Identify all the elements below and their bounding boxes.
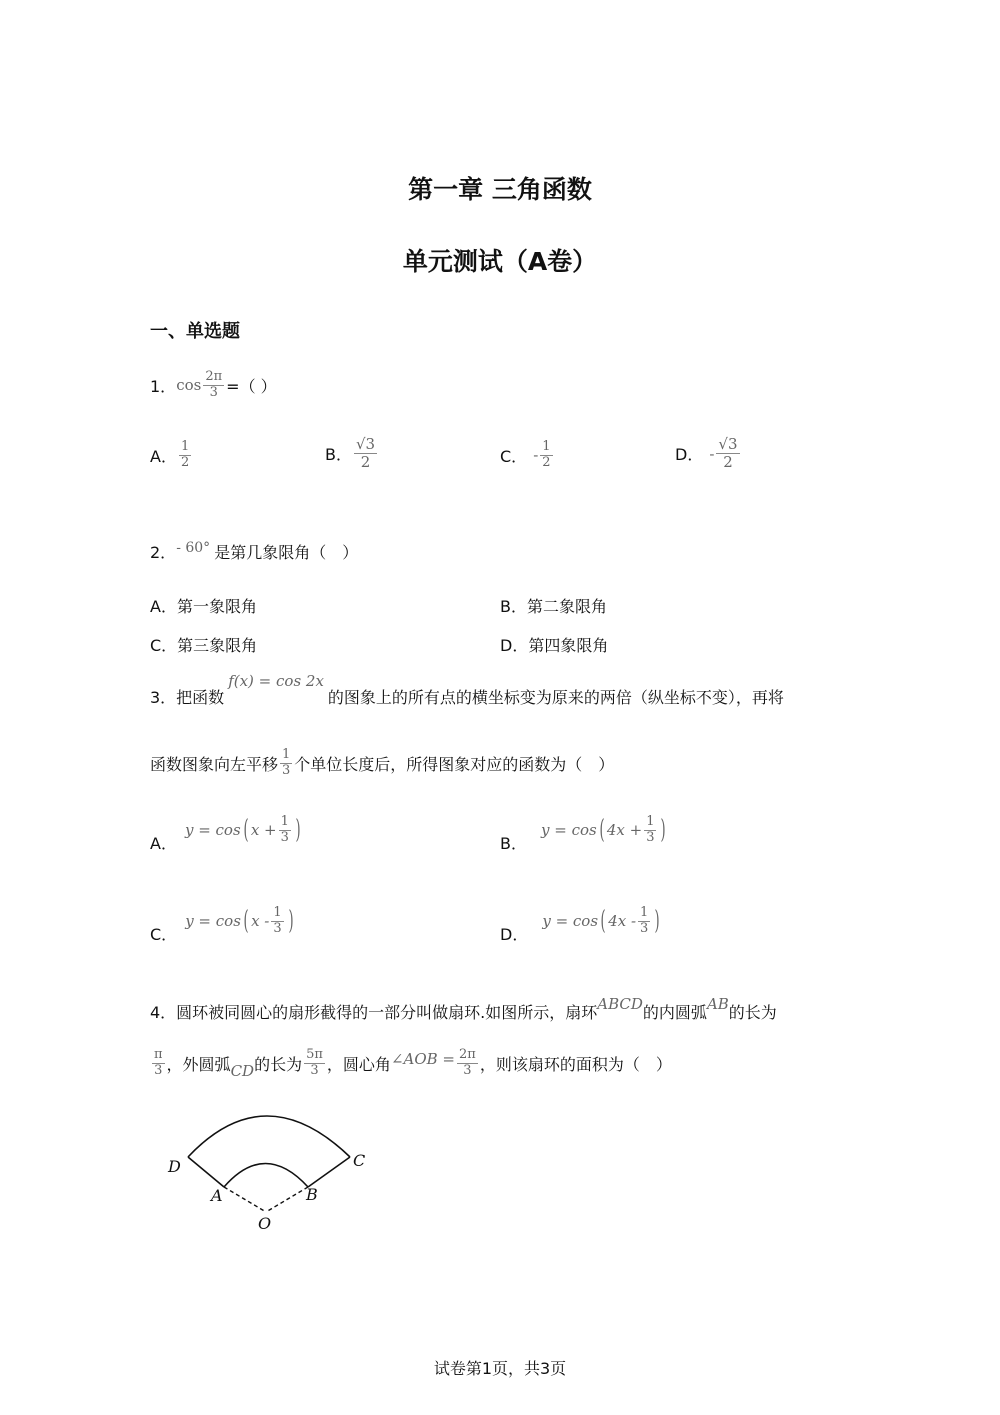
fraction-numerator: √3 <box>718 435 738 453</box>
math-fraction <box>716 436 739 472</box>
question-text: 是第几象限角（ ） <box>214 543 359 562</box>
question-text: 的图象上的所有点的横坐标变为原来的两倍（纵坐标不变），再将 <box>327 688 784 707</box>
math-inner: x - <box>251 912 270 931</box>
fraction-numerator: 1 <box>542 439 551 454</box>
math-fraction <box>457 1048 478 1079</box>
page-title: 第一章 三角函数 <box>408 175 592 204</box>
fraction-denominator: 3 <box>310 1062 319 1078</box>
q3-option-b[interactable] <box>500 815 669 852</box>
math-abcd: ABCD <box>597 995 643 1013</box>
question-text: 的长为 <box>254 1054 303 1074</box>
question-3-line-2 <box>150 748 614 779</box>
fraction-denominator: 3 <box>640 920 649 936</box>
label-d: D <box>168 1157 181 1176</box>
fraction-numerator: 1 <box>273 905 282 920</box>
question-4-line-2 <box>150 1048 672 1079</box>
math-fraction <box>179 440 191 471</box>
right-paren: ) <box>661 815 667 846</box>
left-paren: ( <box>243 815 249 846</box>
left-edge <box>188 1157 224 1187</box>
page-footer: 试卷第1页，共3页 <box>433 1359 567 1378</box>
math-angle: - 60° <box>176 539 211 556</box>
question-text: ，外圆弧 <box>166 1054 231 1074</box>
math-fraction <box>354 436 377 472</box>
math-expression <box>185 906 296 937</box>
option-label: B． <box>500 833 527 853</box>
fraction-denominator: 2 <box>723 453 733 472</box>
fraction-numerator: 1 <box>282 747 291 762</box>
question-4-line-1 <box>150 995 777 1023</box>
math-y-cos: y = cos <box>542 912 599 931</box>
fraction-denominator: 3 <box>280 829 289 845</box>
math-fraction <box>638 906 650 937</box>
question-text: ，圆心角 <box>326 1054 391 1074</box>
right-paren: ) <box>295 815 301 846</box>
math-expression <box>185 815 303 846</box>
option-label: C． <box>500 446 528 466</box>
fraction-denominator: 3 <box>273 920 282 936</box>
page-subtitle: 单元测试（A卷） <box>402 247 598 276</box>
math-fraction <box>304 1048 325 1079</box>
question-tail: =（ ） <box>226 376 277 396</box>
fraction-denominator: 2 <box>360 453 371 472</box>
option-label: D． <box>500 924 529 944</box>
option-label: D． <box>675 445 704 465</box>
fraction-denominator: 2 <box>542 454 551 470</box>
math-fraction <box>280 748 292 779</box>
fraction-denominator: 3 <box>646 829 655 845</box>
math-angle: ∠AOB = <box>390 1050 455 1069</box>
label-o: O <box>258 1214 272 1233</box>
minus-sign: - <box>533 446 539 465</box>
question-text: 函数图象向左平移 <box>150 754 279 774</box>
fraction-numerator: 1 <box>640 905 649 920</box>
q3-option-c[interactable] <box>150 906 296 943</box>
fraction-numerator: π <box>154 1047 163 1062</box>
outer-arc <box>188 1116 350 1157</box>
option-label: B． <box>325 445 352 465</box>
math-inner: 4x - <box>608 912 637 931</box>
q1-option-c[interactable] <box>500 440 555 471</box>
question-text: 4．圆环被同圆心的扇形截得的一部分叫做扇环.如图所示，扇环 <box>150 1003 598 1022</box>
dashed-radius-right <box>266 1187 308 1212</box>
label-b: B <box>306 1185 318 1204</box>
question-text: 个单位长度后，所得图象对应的函数为（ ） <box>294 754 615 774</box>
option-label: C． <box>150 924 178 944</box>
right-paren: ) <box>288 906 294 937</box>
q3-option-a[interactable] <box>150 815 303 852</box>
question-text: 的内圆弧 <box>642 1003 707 1022</box>
right-edge <box>308 1157 350 1187</box>
math-fraction <box>271 906 283 937</box>
dashed-radius-left <box>224 1187 266 1212</box>
fraction-denominator: 3 <box>463 1062 472 1078</box>
fraction-numerator: 2π <box>205 369 223 384</box>
question-text: 的长为 <box>728 1003 777 1022</box>
fraction-numerator: 1 <box>180 439 190 454</box>
q2-option-d[interactable]: D．第四象限角 <box>500 636 609 655</box>
math-fraction <box>279 815 291 846</box>
math-y-cos: y = cos <box>185 912 241 931</box>
fraction-denominator: 3 <box>154 1062 163 1078</box>
q1-option-a[interactable] <box>150 440 193 471</box>
math-fraction <box>540 440 552 471</box>
fraction-denominator: 3 <box>282 762 291 778</box>
math-fraction <box>152 1048 165 1079</box>
question-number: 3．把函数 <box>150 688 225 707</box>
fraction-denominator: 3 <box>209 384 218 400</box>
fraction-numerator: √3 <box>355 435 376 453</box>
math-expression <box>541 815 669 846</box>
right-paren: ) <box>654 906 660 937</box>
section-heading: 一、单选题 <box>150 321 240 342</box>
math-inner: 4x + <box>606 821 643 840</box>
q2-option-b[interactable]: B．第二象限角 <box>500 597 607 616</box>
math-ab: AB <box>706 995 729 1013</box>
q1-option-b[interactable] <box>325 436 379 472</box>
minus-sign: - <box>709 444 715 463</box>
fraction-denominator: 2 <box>180 454 190 470</box>
fraction-numerator: 5π <box>306 1047 323 1062</box>
sector-ring-figure <box>160 1100 380 1240</box>
left-paren: ( <box>600 906 606 937</box>
question-text: ，则该扇环的面积为（ ） <box>479 1054 672 1074</box>
option-label: A． <box>150 833 177 853</box>
q1-option-d[interactable] <box>675 436 742 472</box>
label-a: A <box>211 1186 223 1205</box>
q3-option-d[interactable] <box>500 906 662 943</box>
question-number: 1． <box>150 376 177 396</box>
left-paren: ( <box>599 815 605 846</box>
math-function: f(x) = cos 2x <box>228 672 324 690</box>
math-expression <box>542 906 662 937</box>
math-y-cos: y = cos <box>184 821 241 840</box>
q2-option-c[interactable]: C．第三象限角 <box>150 636 258 655</box>
math-inner: x + <box>250 821 277 840</box>
option-label: A． <box>150 446 177 466</box>
question-1 <box>150 370 277 401</box>
math-y-cos: y = cos <box>540 821 597 840</box>
question-3-line-1 <box>150 672 784 708</box>
left-paren: ( <box>243 906 249 937</box>
math-cos: cos <box>176 376 202 395</box>
question-number: 2． <box>150 543 177 562</box>
fraction-numerator: 1 <box>646 814 655 829</box>
fraction-numerator: 2π <box>459 1047 476 1062</box>
question-2 <box>150 540 358 563</box>
inner-arc <box>224 1164 308 1188</box>
fraction-numerator: 1 <box>280 814 289 829</box>
q2-option-a[interactable]: A．第一象限角 <box>150 597 257 616</box>
math-fraction <box>203 370 224 401</box>
math-fraction <box>644 815 656 846</box>
math-cd: CD <box>230 1062 255 1081</box>
label-c: C <box>353 1151 366 1170</box>
